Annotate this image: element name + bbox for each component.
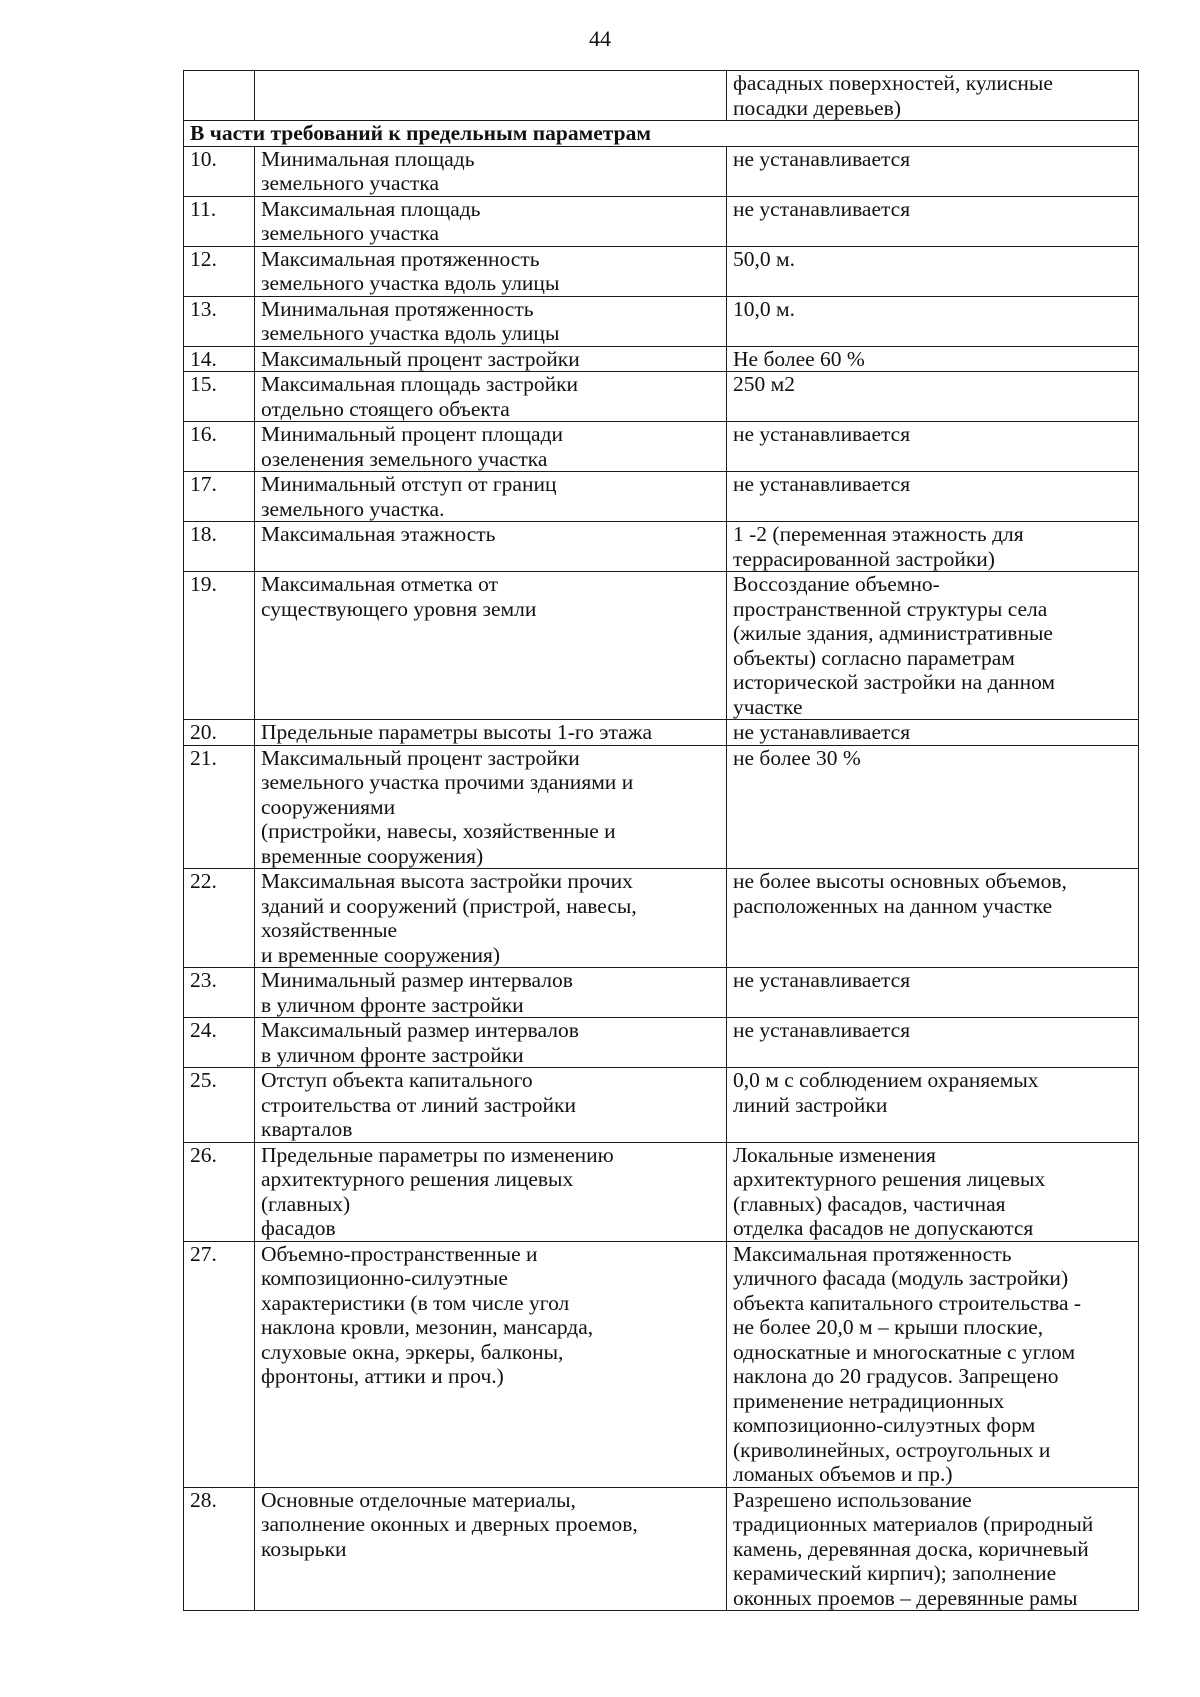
row-number: 14. bbox=[184, 346, 255, 372]
parameter-name: Основные отделочные материалы, заполнение оконных и дверных проемов, козырьки bbox=[255, 1487, 727, 1611]
parameter-name: Максимальный процент застройки bbox=[255, 346, 727, 372]
parameter-value: 0,0 м с соблюдением охраняемых линий застройки bbox=[727, 1068, 1139, 1143]
parameter-value: Максимальная протяженность уличного фасада (модуль застройки) объекта капитального строительства - не более 20,0 м – крыши плоские, односкатные и многоскатные с углом наклона до 20 градусов. Запрещено применение нетрадиционных композиционно-силуэтных форм (криволинейных, остроугольных и ломаных объемов и пр.) bbox=[727, 1241, 1139, 1487]
parameter-value: не устанавливается bbox=[727, 472, 1139, 522]
parameter-value: Локальные изменения архитектурного решения лицевых (главных) фасадов, частичная отделка фасадов не допускаются bbox=[727, 1142, 1139, 1241]
parameter-name: Максимальная высота застройки прочих зданий и сооружений (пристрой, навесы, хозяйственные и временные сооружения) bbox=[255, 869, 727, 968]
table-body bbox=[184, 71, 1139, 1611]
row-number: 25. bbox=[184, 1068, 255, 1143]
table-row bbox=[184, 869, 1139, 968]
table-row bbox=[184, 572, 1139, 720]
table-row bbox=[184, 246, 1139, 296]
parameter-value: не устанавливается bbox=[727, 720, 1139, 746]
table-row bbox=[184, 745, 1139, 869]
parameter-name: Максимальная этажность bbox=[255, 522, 727, 572]
table-row bbox=[184, 296, 1139, 346]
row-number: 12. bbox=[184, 246, 255, 296]
table-row bbox=[184, 1068, 1139, 1143]
parameter-value: не более 30 % bbox=[727, 745, 1139, 869]
table-row bbox=[184, 968, 1139, 1018]
row-number: 28. bbox=[184, 1487, 255, 1611]
table-row bbox=[184, 146, 1139, 196]
parameter-name: Максимальная протяженность земельного участка вдоль улицы bbox=[255, 246, 727, 296]
section-header-row bbox=[184, 121, 1139, 147]
row-number: 20. bbox=[184, 720, 255, 746]
parameter-value: фасадных поверхностей, кулисные посадки деревьев) bbox=[727, 71, 1139, 121]
parameter-name: Минимальная площадь земельного участка bbox=[255, 146, 727, 196]
parameter-name: Максимальный размер интервалов в уличном фронте застройки bbox=[255, 1018, 727, 1068]
continuation-row bbox=[184, 71, 1139, 121]
parameter-name: Отступ объекта капитального строительства от линий застройки кварталов bbox=[255, 1068, 727, 1143]
table-row bbox=[184, 522, 1139, 572]
parameter-value: не более высоты основных объемов, расположенных на данном участке bbox=[727, 869, 1139, 968]
parameter-name: Предельные параметры высоты 1-го этажа bbox=[255, 720, 727, 746]
parameter-name: Минимальный размер интервалов в уличном фронте застройки bbox=[255, 968, 727, 1018]
parameter-value: Воссоздание объемно- пространственной структуры села (жилые здания, административные объекты) согласно параметрам исторической застройки на данном участке bbox=[727, 572, 1139, 720]
row-number: 11. bbox=[184, 196, 255, 246]
row-number: 27. bbox=[184, 1241, 255, 1487]
parameter-value: 50,0 м. bbox=[727, 246, 1139, 296]
parameter-name: Минимальный отступ от границ земельного участка. bbox=[255, 472, 727, 522]
table-row bbox=[184, 346, 1139, 372]
table-row bbox=[184, 1241, 1139, 1487]
parameter-value: не устанавливается bbox=[727, 422, 1139, 472]
row-number: 26. bbox=[184, 1142, 255, 1241]
row-number: 16. bbox=[184, 422, 255, 472]
row-number: 18. bbox=[184, 522, 255, 572]
table-row bbox=[184, 720, 1139, 746]
parameter-value: не устанавливается bbox=[727, 1018, 1139, 1068]
parameter-value: 1 -2 (переменная этажность для террасированной застройки) bbox=[727, 522, 1139, 572]
parameter-value: 250 м2 bbox=[727, 372, 1139, 422]
row-number: 15. bbox=[184, 372, 255, 422]
table-row bbox=[184, 1018, 1139, 1068]
parameter-name: Минимальная протяженность земельного участка вдоль улицы bbox=[255, 296, 727, 346]
page-number: 44 bbox=[589, 26, 611, 51]
table-row bbox=[184, 422, 1139, 472]
row-number: 10. bbox=[184, 146, 255, 196]
parameter-value: не устанавливается bbox=[727, 146, 1139, 196]
parameter-value: Не более 60 % bbox=[727, 346, 1139, 372]
parameter-name: Максимальная отметка от существующего уровня земли bbox=[255, 572, 727, 720]
parameter-name: Максимальная площадь земельного участка bbox=[255, 196, 727, 246]
table-row bbox=[184, 472, 1139, 522]
table-row bbox=[184, 1142, 1139, 1241]
parameter-name: Объемно-пространственные и композиционно-силуэтные характеристики (в том числе угол наклона кровли, мезонин, мансарда, слуховые окна, эркеры, балконы, фронтоны, аттики и проч.) bbox=[255, 1241, 727, 1487]
parameter-value: не устанавливается bbox=[727, 196, 1139, 246]
section-header: В части требований к предельным параметрам bbox=[184, 121, 1139, 147]
parameter-value: Разрешено использование традиционных материалов (природный камень, деревянная доска, коричневый керамический кирпич); заполнение оконных проемов – деревянные рамы bbox=[727, 1487, 1139, 1611]
table-row bbox=[184, 1487, 1139, 1611]
row-number: 22. bbox=[184, 869, 255, 968]
parameter-name bbox=[255, 71, 727, 121]
row-number: 21. bbox=[184, 745, 255, 869]
row-number bbox=[184, 71, 255, 121]
row-number: 24. bbox=[184, 1018, 255, 1068]
parameter-name: Предельные параметры по изменению архитектурного решения лицевых (главных) фасадов bbox=[255, 1142, 727, 1241]
parameter-name: Минимальный процент площади озеленения земельного участка bbox=[255, 422, 727, 472]
row-number: 19. bbox=[184, 572, 255, 720]
row-number: 23. bbox=[184, 968, 255, 1018]
parameters-table bbox=[183, 70, 1139, 1611]
parameter-value: не устанавливается bbox=[727, 968, 1139, 1018]
table-row bbox=[184, 196, 1139, 246]
row-number: 13. bbox=[184, 296, 255, 346]
row-number: 17. bbox=[184, 472, 255, 522]
table-row bbox=[184, 372, 1139, 422]
parameter-value: 10,0 м. bbox=[727, 296, 1139, 346]
parameter-name: Максимальная площадь застройки отдельно стоящего объекта bbox=[255, 372, 727, 422]
parameter-name: Максимальный процент застройки земельного участка прочими зданиями и сооружениями (пристройки, навесы, хозяйственные и временные сооружения) bbox=[255, 745, 727, 869]
